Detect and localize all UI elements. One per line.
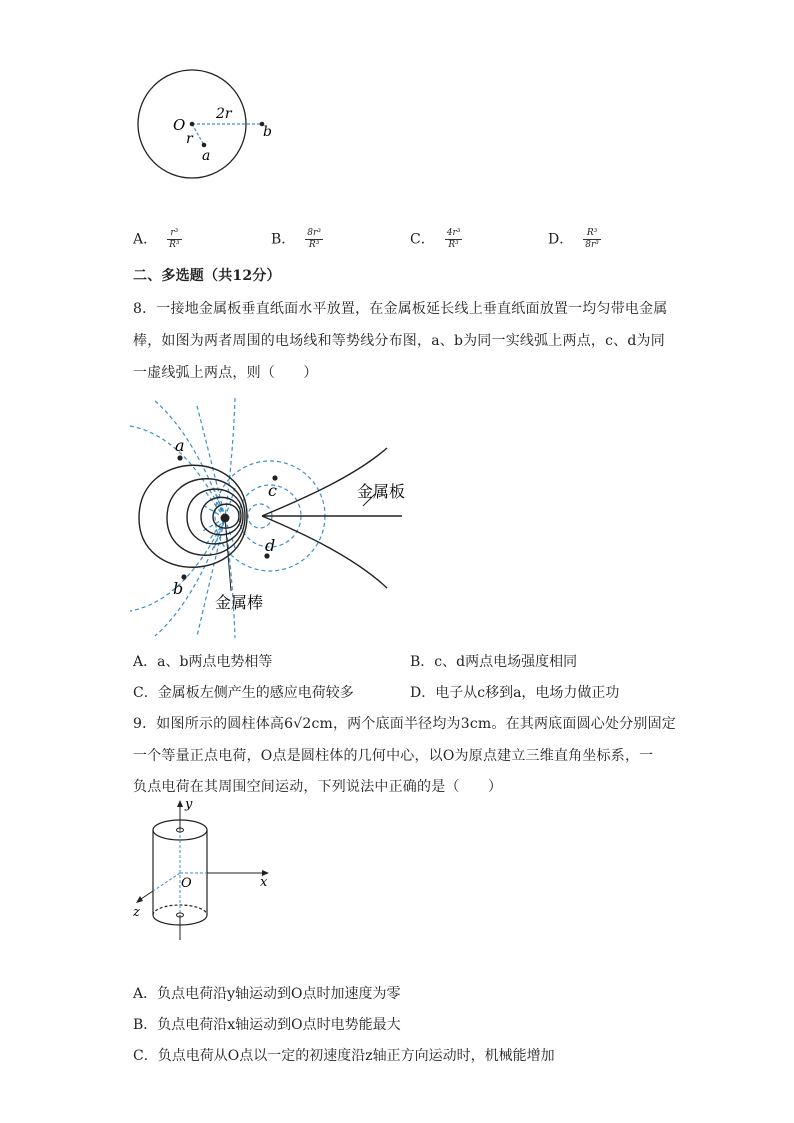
option-letter: D．	[548, 231, 574, 248]
q9-stem-line1: 9．如图所示的圆柱体高6√2cm，两个底面半径均为3cm。在其两底面圆心处分别固定	[133, 716, 676, 732]
q7-option-d[interactable]	[548, 228, 601, 251]
label-2r: 2r	[216, 106, 232, 122]
q7-option-b[interactable]	[271, 228, 323, 251]
label-b: b	[173, 579, 184, 598]
point-O	[190, 122, 195, 127]
label-a: a	[175, 436, 185, 455]
q7-option-a[interactable]	[133, 228, 182, 251]
option-letter: C．	[410, 231, 435, 248]
fraction: $\frac{\text{4r³}}{\text{R³}}$	[446, 228, 461, 250]
q8-option-d[interactable]: D．电子从c移到a，电场力做正功	[410, 685, 620, 701]
q8-stem-line3: 一虚线弧上两点，则（ ）	[133, 365, 318, 381]
q7-option-c[interactable]	[410, 228, 462, 251]
label-plate: 金属板	[357, 482, 406, 501]
label-y: y	[185, 798, 193, 812]
q9-stem-line3: 负点电荷在其周围空间运动，下列说法中正确的是（ ）	[133, 779, 503, 795]
label-z: z	[133, 905, 140, 920]
z-arrow	[136, 896, 143, 903]
q9-option-b[interactable]: B．负点电荷沿x轴运动到O点时电势能最大	[133, 1017, 401, 1033]
point-c	[272, 475, 277, 480]
q8-stem-line2: 棒，如图为两者周围的电场线和等势线分布图，a、b为同一实线弧上两点，c、d为同	[133, 333, 665, 349]
q9-option-a[interactable]: A．负点电荷沿y轴运动到O点时加速度为零	[133, 986, 401, 1002]
label-rod: 金属棒	[215, 593, 264, 612]
q8-option-a[interactable]: A．a、b两点电势相等	[133, 654, 273, 670]
q9-figure	[128, 798, 288, 948]
field-solid-lines	[139, 448, 387, 588]
label-b: b	[263, 124, 272, 140]
radius-r-dashed	[192, 124, 204, 145]
q9-stem-line2: 一个等量正点电荷，O点是圆柱体的几何中心，以O为原点建立三维直角坐标系，一	[133, 748, 654, 764]
fraction: $\frac{\text{R³}}{\text{8r³}}$	[585, 228, 599, 250]
q8-option-c[interactable]: C．金属板左侧产生的感应电荷较多	[133, 685, 354, 701]
label-r: r	[186, 131, 193, 147]
option-letter: A．	[133, 231, 158, 248]
point-a	[202, 143, 207, 148]
q8-option-b[interactable]: B．c、d两点电场强度相同	[410, 654, 578, 670]
q8-figure	[125, 396, 425, 641]
q9-option-c[interactable]: C．负点电荷从O点以一定的初速度沿z轴正方向运动时，机械能增加	[133, 1048, 555, 1064]
y-arrow	[177, 800, 183, 807]
label-O: O	[181, 876, 192, 891]
option-letter: B．	[271, 231, 296, 248]
point-a	[177, 455, 182, 460]
label-d: d	[265, 536, 276, 555]
z-axis-dashed	[153, 873, 180, 891]
label-c: c	[268, 481, 277, 500]
fraction: $\frac{\text{8r³}}{\text{R³}}$	[307, 228, 321, 250]
q8-stem-line1: 8．一接地金属板垂直纸面水平放置，在金属板延长线上垂直纸面放置一均匀带电金属	[133, 301, 668, 317]
fraction: $\frac{\text{r³}}{\text{R³}}$	[169, 228, 180, 250]
section-title: 二、多选题（共12分）	[133, 268, 281, 284]
label-O: O	[173, 116, 186, 134]
label-x: x	[260, 875, 268, 890]
q7-figure	[130, 68, 290, 208]
metal-rod	[221, 514, 230, 523]
label-a: a	[202, 148, 211, 164]
